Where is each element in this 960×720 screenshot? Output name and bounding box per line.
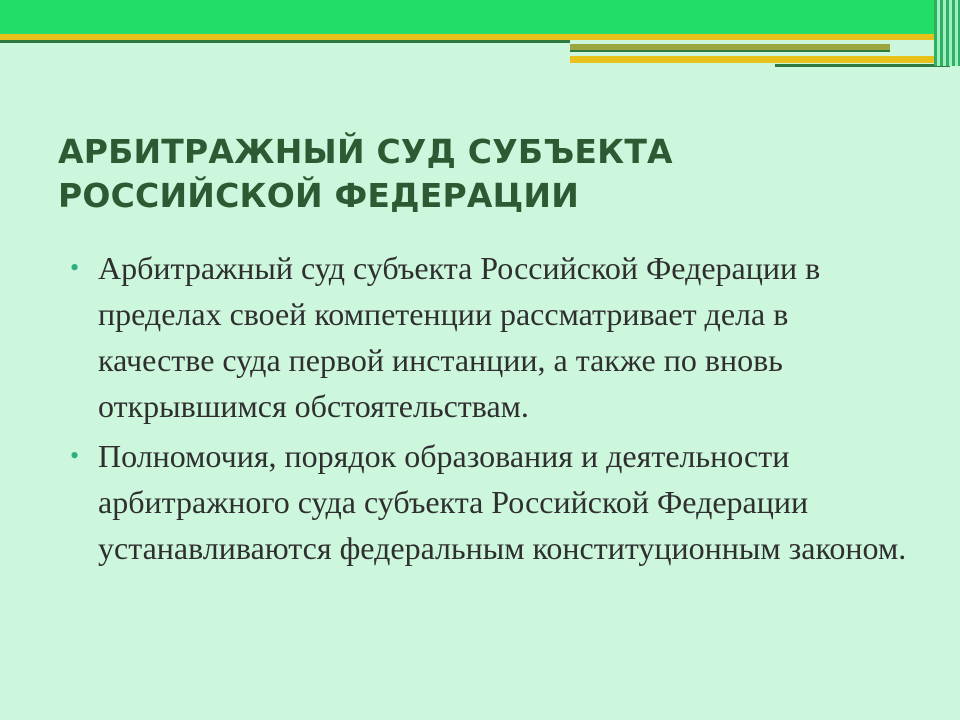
header-dark-line-short: [570, 50, 890, 52]
bullet-item: [70, 433, 910, 571]
bullet-list: [70, 245, 910, 575]
header-band: [0, 0, 960, 34]
header-dark-line: [0, 40, 570, 43]
header-gold-line-right: [570, 56, 950, 63]
header-stripes: [934, 0, 960, 66]
header-dark-line-right: [775, 64, 950, 67]
bullet-text: Полномочия, порядок образования и деятельности арбитражного суда субъекта Российской Федерации устанавливаются федеральным конституционным законом.: [98, 438, 907, 566]
bullet-text: Арбитражный суд субъекта Российской Федерации в пределах своей компетенции рассматривает дела в качестве суда первой инстанции, а также по вновь открывшимся обстоятельствам.: [98, 250, 821, 424]
bullet-item: [70, 245, 910, 429]
bullet-icon: •: [70, 441, 80, 470]
bullet-icon: •: [70, 253, 80, 282]
slide-title-line: РОССИЙСКОЙ ФЕДЕРАЦИИ: [58, 176, 580, 215]
slide-title: [58, 130, 918, 218]
slide-title-line: АРБИТРАЖНЫЙ СУД СУБЪЕКТА: [58, 132, 673, 171]
